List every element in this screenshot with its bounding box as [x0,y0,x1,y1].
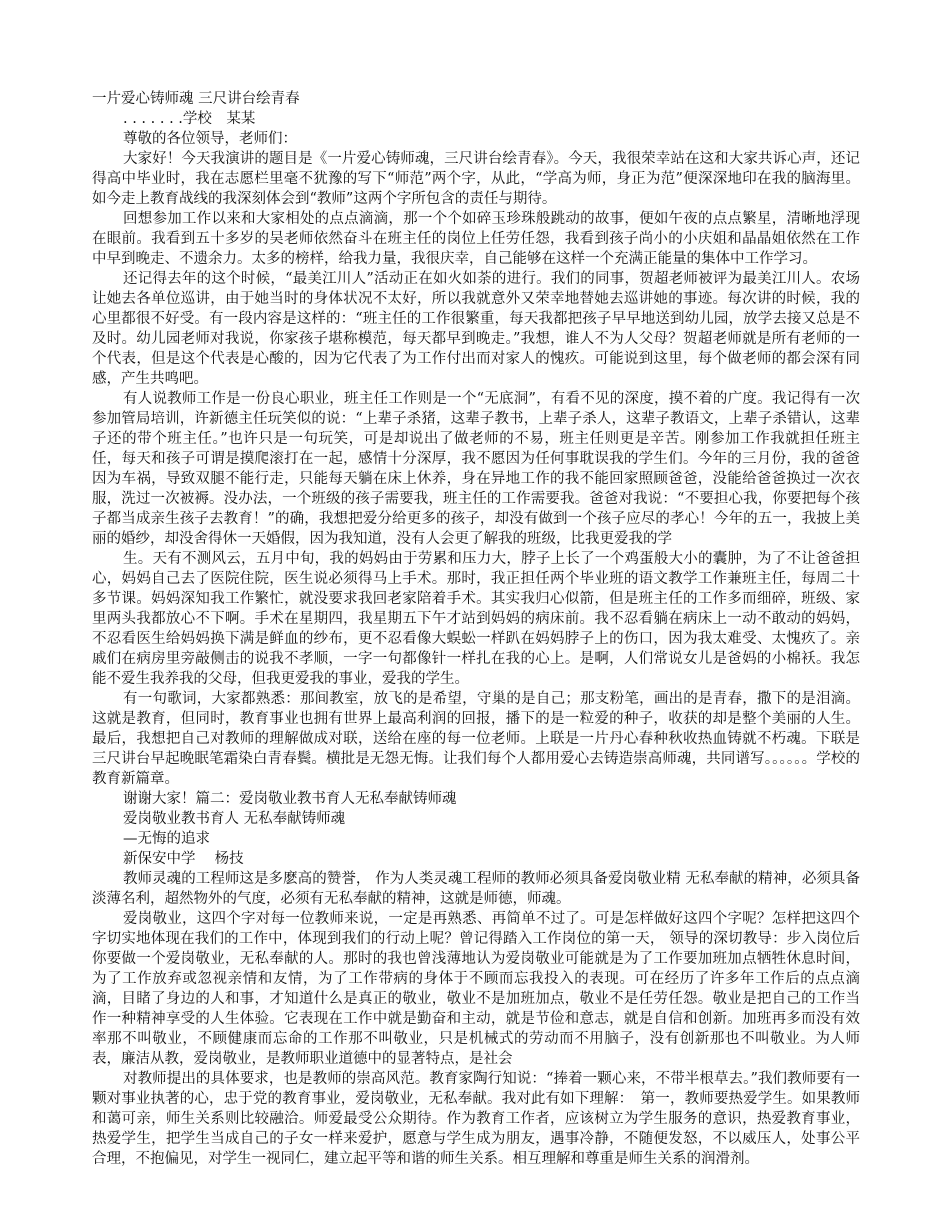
section-two-subtitle: —无悔的追求 [123,831,210,847]
thanks-and-section-two-heading: 谢谢大家！篇二：爱岗敬业教书育人无私奉献铸师魂 [123,791,457,807]
salutation: 尊敬的各位领导，老师们： [123,131,297,147]
paragraph: 大家好！今天我演讲的题目是《一片爱心铸师魂，三尺讲台绘青春》。今天，我很荣幸站在这和大家共诉心声，还记得高中毕业时，我在志愿栏里毫不犹豫的写下“师范”两个字，从此，“学高为师，身正为范”便深深地印在我的脑海里。如今走上教育战线的我深刻体会到“教师”这两个字所包含的责任与期待。 [92,151,860,207]
paragraph: 有人说教师工作是一份良心职业，班主任工作则是一个“无底洞”，有看不见的深度，摸不着的广度。我记得有一次参加管局培训，许新德主任玩笑似的说：“上辈子杀猪，这辈子教书，上辈子杀人，这辈子教语文，上辈子杀错认，这辈子还的带个班主任。”也许只是一句玩笑，可是却说出了做老师的不易，班主任则更是辛苦。刚参加工作我就担任班主任，每天和孩子可谓是摸爬滚打在一起，感情十分深厚，我不愿因为任何事耽误我的学生们。今年的三月份，我的爸爸因为车祸，导致双腿不能行走，只能每天躺在床上休养，身在异地工作的我不能回家照顾爸爸，没能给爸爸换过一次衣服，洗过一次被褥。没办法，一个班级的孩子需要我，班主任的工作需要我。爸爸对我说：“不要担心我，你要把每个孩子都当成亲生孩子去教育！”的确，我想把爱分给更多的孩子，却没有做到一个孩子应尽的孝心！今年的五一，我披上美丽的婚纱，却没舍得休一天婚假，因为我知道，没有人会更了解我的班级，比我更爱我的学 [92,391,860,547]
paragraph: 有一句歌词，大家都熟悉：那间教室，放飞的是希望，守巢的是自己；那支粉笔，画出的是青春，撒下的是泪滴。这就是教育，但同时，教育事业也拥有世界上最高利润的回报，播下的是一粒爱的种子，收获的却是整个美丽的人生。最后，我想把自己对教师的理解做成对联，送给在座的每一位老师。上联是一片丹心春种秋收热血铸就不朽魂。下联是三尺讲台早起晚眠笔霜染白青春鬓。横批是无怨无悔。让我们每个人都用爱心去铸造崇高师魂，共同谱写。。。。。。学校的教育新篇章。 [92,691,860,787]
paragraph: 还记得去年的这个时候，“最美江川人”活动正在如火如荼的进行。我们的同事，贺超老师被评为最美江川人。农场让她去各单位巡讲，由于她当时的身体状况不太好，所以我就意外又荣幸地替她去巡讲她的事迹。每次讲的时候，我的心里都很不好受。有一段内容是这样的：“班主任的工作很繁重，每天我都把孩子早早地送到幼儿园，放学去接又总是不及时。幼儿园老师对我说，你家孩子堪称模范，每天都早到晚走。”我想，谁人不为人父母？贺超老师就是所有老师的一个代表，但是这个代表是心酸的，因为它代表了为工作付出而对家人的愧疚。可能说到这里，每个做老师的都会深有同感，产生共鸣吧。 [92,271,860,387]
paragraph: 对教师提出的具体要求，也是教师的崇高风范。教育家陶行知说：“捧着一颗心来，不带半根草去。”我们教师要有一颗对事业执著的心，忠于党的教育事业，爱岗敬业，无私奉献。我对此有如下理解： 第一，教师要热爱学生。如果教师和蔼可亲，师生关系则比较融洽。师爱最受公众期待。作为教育工作者，应该树立为学生服务的意识，热爱教育事业，热爱学生，把学生当成自己的子女一样来爱护，愿意与学生成为朋友，遇事冷静，不随便发怒，不以威压人，处事公平合理，不抱偏见，对学生一视同仁，建立起平等和谐的师生关系。相互理解和尊重是师生关系的润滑剂。 [92,1071,860,1167]
speech-title: 一片爱心铸师魂 三尺讲台绘青春 [92,91,300,107]
paragraph: 爱岗敬业，这四个字对每一位教师来说，一定是再熟悉、再简单不过了。可是怎样做好这四个字呢？怎样把这四个字切实地体现在我们的工作中，体现到我们的行动上呢？曾记得踏入工作岗位的第一天， 领导的深切教导：步入岗位后你要做一个爱岗敬业，无私奉献的人。那时的我也曾浅薄地认为爱岗敬业可能就是为了工作要加班加点牺牲休息时间，为了工作放弃或忽视亲情和友情，为了工作带病的身体于不顾而忘我投入的表现。可在经历了许多年工作后的点点滴滴，目睹了身边的人和事，才知道什么是真正的敬业，敬业不是加班加点，敬业不是任劳任怨。敬业是把自己的工作当作一种精神享受的人生体验。它表现在工作中就是勤奋和主动，就是节俭和意志，就是自信和创新。加班再多而没有效率那不叫敬业，不顾健康而忘命的工作那不叫敬业，只是机械式的劳动而不用脑子，没有创新那也不叫敬业。为人师表，廉洁从教，爱岗敬业，是教师职业道德中的显著特点，是社会 [92,911,860,1067]
paragraph-continuation: 生。天有不测风云，五月中旬，我的妈妈由于劳累和压力大，脖子上长了一个鸡蛋般大小的囊肿，为了不让爸爸担心，妈妈自己去了医院住院，医生说必须得马上手术。那时，我正担任两个毕业班的语文教学工作兼班主任，每周二十多节课。妈妈深知我工作繁忙，就没要求我回老家陪着手术。其实我归心似箭，但是班主任的工作多而细碎，班级、家里两头我都放心不下啊。手术在星期四，我星期五下午才站到妈妈的病床前。我不忍看躺在病床上一动不敢动的妈妈，不忍看医生给妈妈换下满是鲜血的纱布，更不忍看像大蜈蚣一样趴在妈妈脖子上的伤口，因为我太难受、太愧疚了。亲戚们在病房里旁敲侧击的说我不孝顺，一字一句都像针一样扎在我的心上。是啊，人们常说女儿是爸妈的小棉袄。我怎能不爱生我养我的父母，但我更爱我的事业，爱我的学生。 [92,551,860,687]
paragraph: 教师灵魂的工程师这是多麽高的赞誉， 作为人类灵魂工程师的教师必须具备爱岗敬业精 无私奉献的精神，必须具备淡薄名利，超然物外的气度，必须有无私奉献的精神，这就是师德，师魂。 [92,871,860,907]
section-two-author: 新保安中学 杨技 [123,851,244,867]
paragraph: 回想参加工作以来和大家相处的点点滴滴，那一个个如碎玉珍珠般跳动的故事，便如午夜的点点繁星，清晰地浮现在眼前。我看到五十多岁的吴老师依然奋斗在班主任的岗位上任劳任怨，我看到孩子尚小的小庆姐和晶晶姐依然在工作中早到晚走、不遗余力。太多的榜样，给我力量，我很庆幸，自己能够在这样一个充满正能量的集体中工作学习。 [92,211,860,267]
school-speaker-line: . . . . . . .学校 某某 [123,111,256,127]
section-two-title: 爱岗敬业教书育人 无私奉献铸师魂 [123,811,346,827]
